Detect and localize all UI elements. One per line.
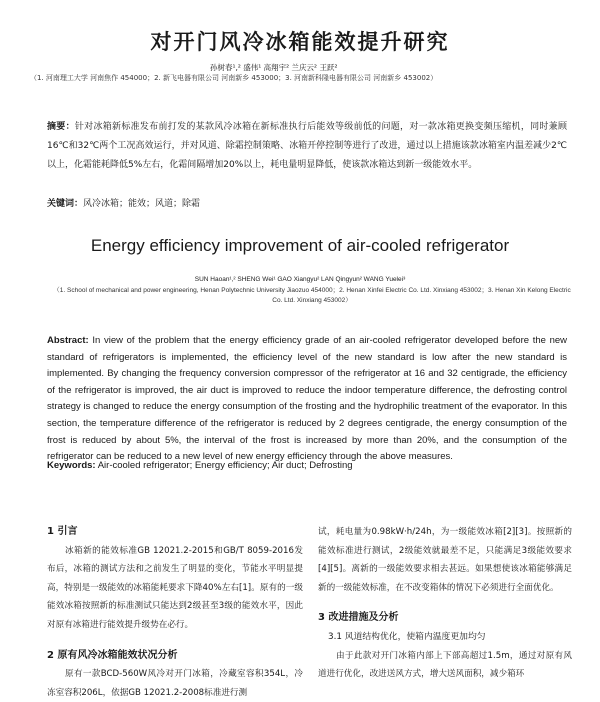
subsection-3-1-paragraph: 由于此款对开门冰箱内部上下部高超过1.5m，通过对原有风道进行优化，改进送风方式，增大送风面积，减少箱环: [318, 650, 572, 680]
chinese-keywords: [47, 196, 567, 209]
chinese-authors: 孙树春¹,² 盛伟¹ 高翔宇² 兰庆云² 王跃²: [210, 63, 338, 72]
english-authors: SUN Haoan¹,² SHENG Wei¹ GAO Xiangyu² LAN Qingyun² WANG Yuelei³: [194, 276, 406, 283]
section-2-heading: 2 原有风冷冰箱能效状况分析: [47, 649, 178, 661]
chinese-title: 对开门风冷冰箱能效提升研究: [150, 30, 450, 54]
subsection-3-1-heading: 3.1 风道结构优化，使箱内温度更加均匀: [328, 631, 486, 642]
english-abstract-text: In view of the problem that the energy efficiency grade of an air-cooled refrigerator developed before the new standard of refrigerators is implemented, the efficiency level of the new standard is low after the new standard is implemented. By changing the frequency conversion compressor of the refrigerator at 16 and 32 centigrade, the efficiency of the refrigerator is improved, the air duct is improved to reduce the indoor temperature difference, the defrosting control strategy is changed to reduce the energy consumption of the frosting and the hydrophilic treatment of the evaporator. In this section, the temperature difference of the refrigerator is reduced by 2 degrees centigrade, the energy consumption of the frost is reduced by about 5%, the interval of the frost is increased by more than 20%, and the consumption of the refrigerator can be reduced to a new level of new energy efficiency through the above measures.: [47, 335, 568, 463]
english-keywords: [47, 460, 567, 471]
chinese-abstract-label: 摘要：: [47, 122, 75, 132]
section-2-continued: 试，耗电量为0.98kW·h/24h，为一级能效冰箱[2][3]。按照新的能效标准进行测试，2级能效就最差不足，只能满足3级能效要求[4][5]。离新的一级能效要求相去甚远。如果想使该冰箱能够满足新的一级能效标准，在不改变箱体的情况下必须进行全面优化。: [318, 527, 572, 593]
section-3-heading: 3 改进措施及分析: [318, 612, 399, 624]
english-title: Energy efficiency improvement of air-cooled refrigerator: [90, 236, 510, 255]
section-2-paragraph: 原有一款BCD-560W风冷对开门冰箱，冷藏室容积354L，冷冻室容积206L，依据GB 12021.2-2008标准进行测: [47, 669, 303, 698]
english-keywords-label: Keywords:: [47, 460, 96, 471]
body-left-column: [47, 523, 303, 702]
english-keywords-text: Air-cooled refrigerator; Energy efficiency; Air duct; Defrosting: [97, 460, 353, 471]
section-1-paragraph: 冰箱新的能效标准GB 12021.2-2015和GB/T 8059-2016发布后，冰箱的测试方法和之前发生了明显的变化，节能水平明显提高，特别是一级能效的冰箱能耗要求下降40%左右[1]。原有的一级能效冰箱按照新的标准测试只能达到2级甚至3级的能效水平，因此对原有冰箱进行能效提升级势在必行。: [47, 545, 303, 630]
chinese-keywords-label: 关键词：: [47, 199, 84, 209]
section-1-heading: 1 引言: [47, 526, 78, 537]
body-right-column: [318, 523, 572, 684]
chinese-affiliation: （1. 河南理工大学 河南焦作 454000；2. 新飞电器有限公司 河南新乡 453000；3. 河南新科隆电器有限公司 河南新乡 453002）: [30, 74, 438, 82]
chinese-abstract-text: 针对冰箱新标准发布前打发的某款风冷冰箱在新标准执行后能效等级前低的问题，对一款冰箱更换变频压缩机，同时兼顾16℃和32℃两个工况高效运行，并对风道、除霜控制策略、冰箱开停控制等进行了改进，通过以上措施该款冰箱室内温差减少2℃以上，化霜能耗降低5%左右，化霜间隔增加20%以上，耗电量明显降低，使该款冰箱达到新一级能效水平。: [47, 122, 567, 170]
chinese-keywords-text: 风冷冰箱；能效；风道；除霜: [83, 199, 201, 209]
chinese-abstract: [47, 118, 567, 175]
english-abstract: [47, 333, 567, 466]
english-affiliation: （1. School of mechanical and power engineering, Henan Polytechnic University Jiaozuo 454000；2. Henan Xinfei Electric Co. Ltd. Xinxiang 453002；3. Henan Xin Kelong Electric Co. Ltd. Xinxiang 453002）: [53, 287, 571, 304]
english-abstract-label: Abstract:: [47, 335, 89, 346]
